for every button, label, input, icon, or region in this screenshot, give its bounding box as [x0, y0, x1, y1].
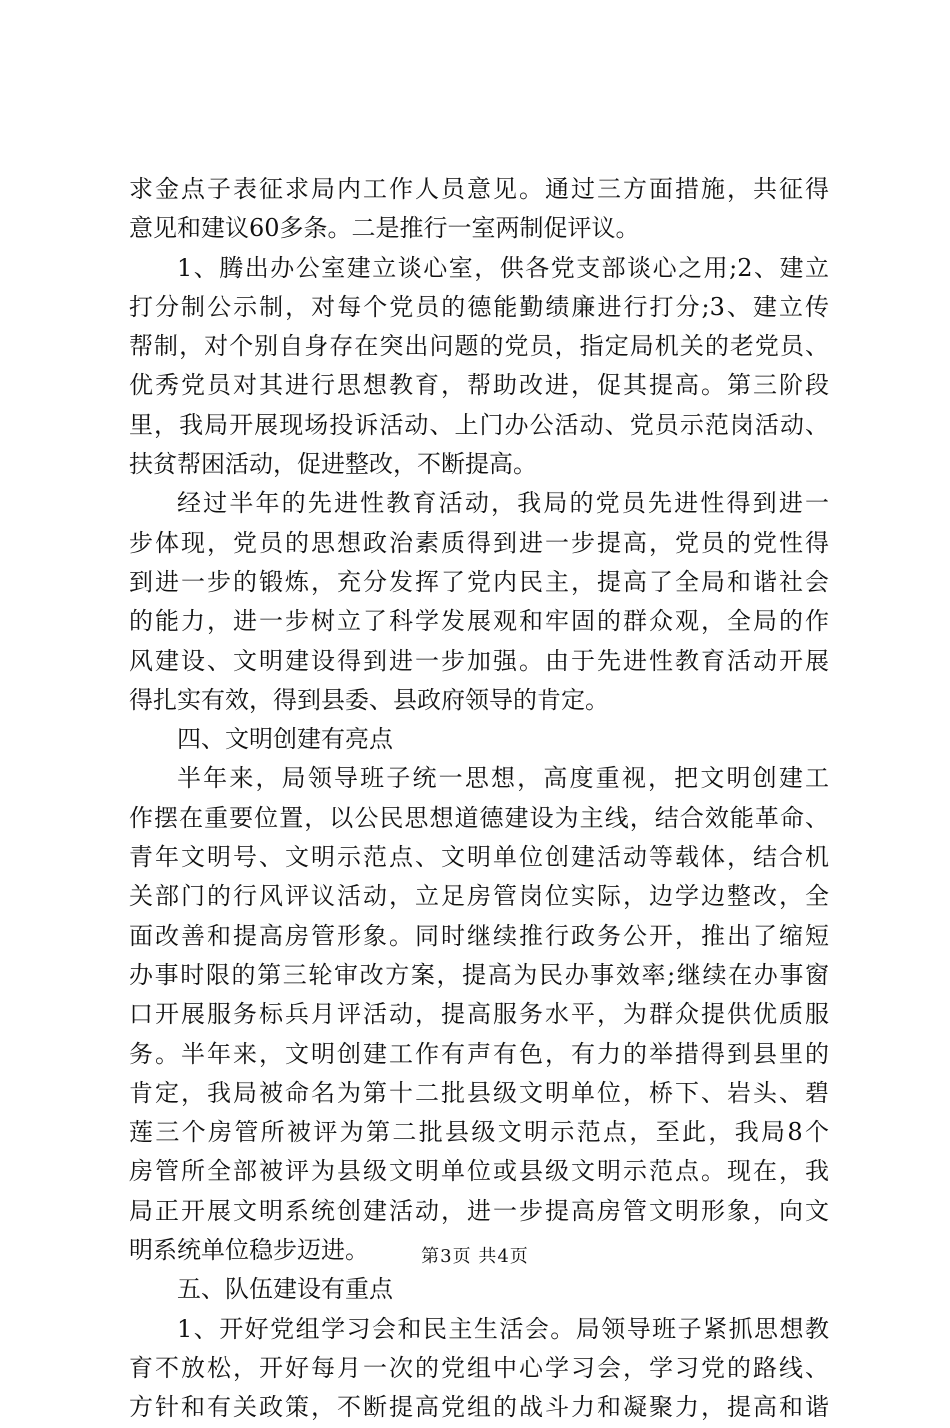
text-line: 打分制公示制，对每个党员的德能勤绩廉进行打分;3、建立传 — [129, 292, 829, 321]
text-line: 半年来，局领导班子统一思想，高度重视，把文明创建工 — [177, 764, 829, 793]
text-line: 经过半年的先进性教育活动，我局的党员先进性得到进一 — [177, 489, 829, 518]
text-line: 1、腾出办公室建立谈心室，供各党支部谈心之用;2、建立 — [177, 253, 829, 282]
text-line: 的能力，进一步树立了科学发展观和牢固的群众观，全局的作 — [129, 607, 829, 636]
text-line: 得扎实有效，得到县委、县政府领导的肯定。 — [129, 685, 609, 714]
text-line: 明系统单位稳步迈进。 — [129, 1236, 369, 1265]
text-line: 1、开好党组学习会和民主生活会。局领导班子紧抓思想教 — [177, 1314, 829, 1343]
text-line: 方针和有关政策，不断提高党组的战斗力和凝聚力，提高和谐 — [129, 1393, 829, 1422]
text-line: 扶贫帮困活动，促进整改，不断提高。 — [129, 450, 537, 479]
text-line: 帮制，对个别自身存在突出问题的党员，指定局机关的老党员、 — [129, 332, 829, 361]
document-body — [129, 170, 829, 1428]
text-line: 面改善和提高房管形象。同时继续推行政务公开，推出了缩短 — [129, 921, 829, 950]
text-line: 风建设、文明建设得到进一步加强。由于先进性教育活动开展 — [129, 646, 829, 675]
text-line: 求金点子表征求局内工作人员意见。通过三方面措施，共征得 — [129, 175, 829, 203]
section-heading: 五、队伍建设有重点 — [177, 1275, 393, 1304]
text-line: 局正开展文明系统创建活动，进一步提高房管文明形象，向文 — [129, 1196, 829, 1225]
text-line: 莲三个房管所被评为第二批县级文明示范点，至此，我局8个 — [129, 1118, 829, 1147]
text-line: 步体现，党员的思想政治素质得到进一步提高，党员的党性得 — [129, 528, 829, 557]
text-line: 青年文明号、文明示范点、文明单位创建活动等载体，结合机 — [129, 843, 829, 872]
text-line: 到进一步的锻炼，充分发挥了党内民主，提高了全局和谐社会 — [129, 567, 829, 596]
text-line: 优秀党员对其进行思想教育，帮助改进，促其提高。第三阶段 — [129, 371, 829, 400]
text-line: 育不放松，开好每月一次的党组中心学习会，学习党的路线、 — [129, 1353, 829, 1382]
text-line: 务。半年来，文明创建工作有声有色，有力的举措得到县里的 — [129, 1039, 829, 1068]
text-line: 房管所全部被评为县级文明单位或县级文明示范点。现在，我 — [129, 1157, 829, 1186]
text-line: 肯定，我局被命名为第十二批县级文明单位，桥下、岩头、碧 — [129, 1078, 829, 1107]
text-line: 作摆在重要位置，以公民思想道德建设为主线，结合效能革命、 — [129, 803, 829, 832]
section-heading: 四、文明创建有亮点 — [177, 725, 393, 754]
text-line: 里，我局开展现场投诉活动、上门办公活动、党员示范岗活动、 — [129, 410, 829, 439]
text-line: 口开展服务标兵月评活动，提高服务水平，为群众提供优质服 — [129, 1000, 829, 1029]
text-line: 办事时限的第三轮审改方案，提高为民办事效率;继续在办事窗 — [129, 960, 829, 989]
text-line: 意见和建议60多条。二是推行一室两制促评议。 — [129, 214, 640, 243]
text-line: 关部门的行风评议活动，立足房管岗位实际，边学边整改，全 — [129, 882, 829, 911]
page-number-footer: 第3页 共4页 — [421, 1246, 529, 1267]
